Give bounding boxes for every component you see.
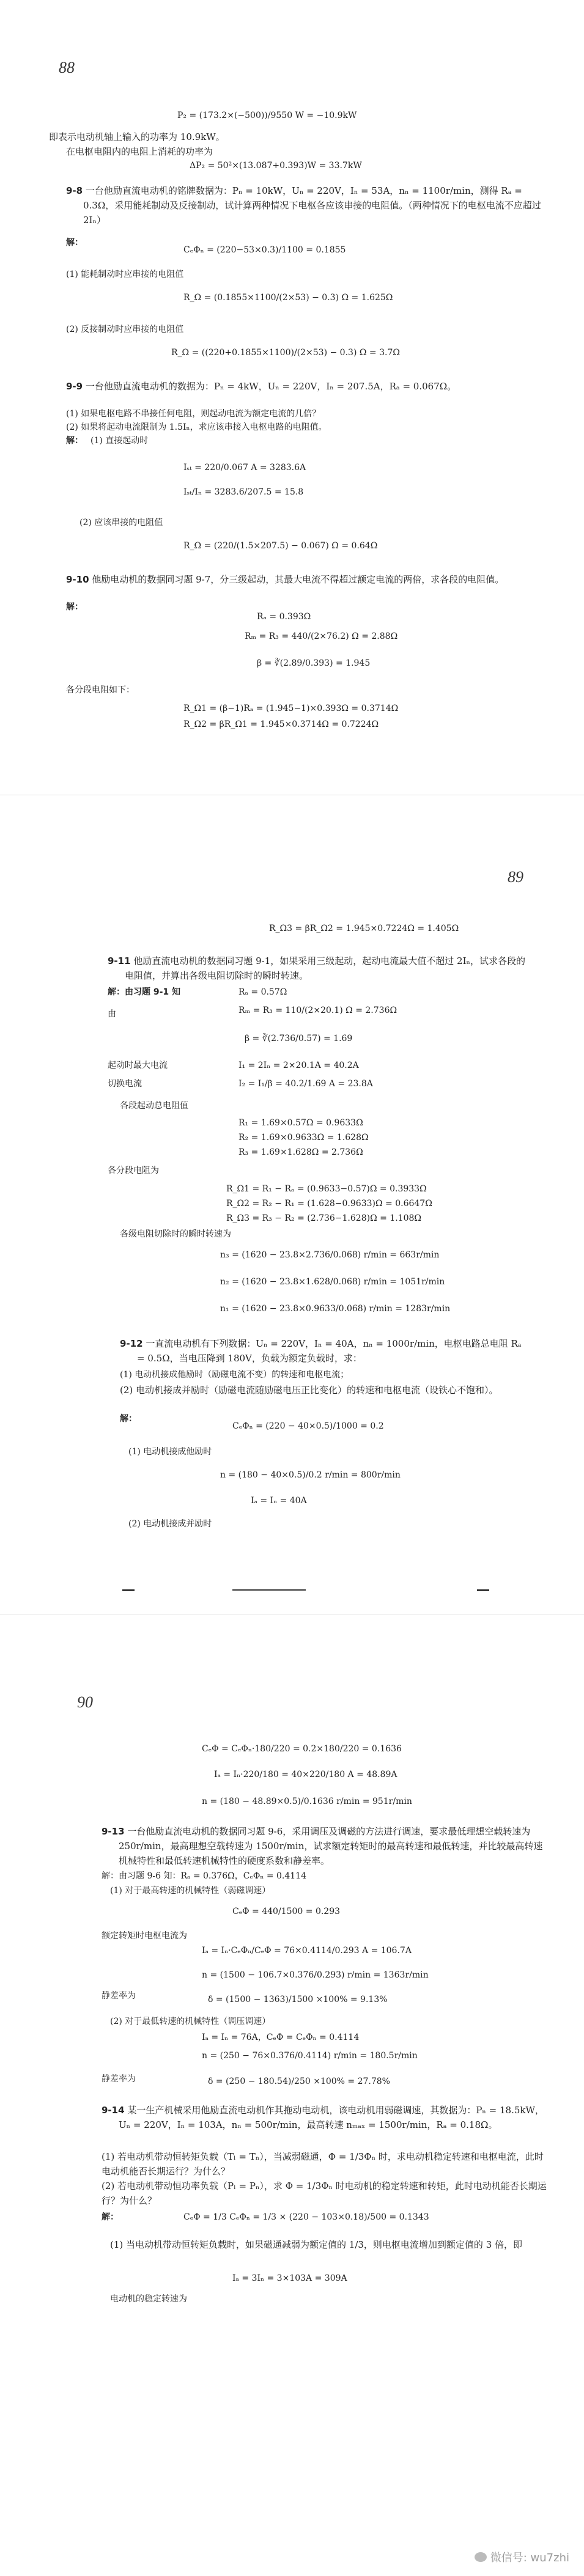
equation: Iₐ = 3Iₙ = 3×103A = 309A [232, 2273, 347, 2283]
equation: Iₛₜ = 220/0.067 A = 3283.6A [183, 463, 306, 473]
page-break-mark [477, 1589, 489, 1591]
paragraph: 各级电阻切除时的瞬时转速为 [120, 1229, 231, 1239]
equation: Iₐ = Iₙ = 76A，CₑΦ = CₑΦₙ = 0.4114 [202, 2033, 360, 2042]
solution-label: 解： [66, 238, 83, 248]
equation: I₂ = I₁/β = 40.2/1.69 A = 23.8A [238, 1079, 373, 1089]
equation: ΔP₂ = 50²×(13.087+0.393)W = 33.7kW [190, 161, 362, 171]
equation: R_Ω = (220/(1.5×207.5) − 0.067) Ω = 0.64Ω [183, 541, 378, 551]
step-label: (2) 电动机接成并励时 [128, 1519, 212, 1529]
problem-text: 一直流电动机有下列数据：Uₙ = 220V，Iₙ = 40A，nₙ = 1000r/min，电枢电路总电阻 Rₐ = 0.5Ω，当电压降到 180V，负载为额定负载时，求： [137, 1338, 522, 1364]
step-label: (2) 应该串接的电阻值 [79, 518, 163, 528]
equation: n₂ = (1620 − 23.8×1.628/0.068) r/min = 1051r/min [220, 1277, 445, 1287]
equation: Iₐ = Iₙ·CₑΦₙ/CₑΦ = 76×0.4114/0.293 A = 106.7A [202, 1946, 412, 1956]
solution-label: 解： [66, 436, 83, 446]
equation: CₑΦₙ = (220−53×0.3)/1100 = 0.1855 [183, 245, 346, 255]
problem-number: 9-8 [66, 185, 83, 196]
equation: R_Ω2 = R₂ − R₁ = (1.628−0.9633)Ω = 0.6647Ω [226, 1199, 432, 1209]
problem-9-9 [66, 379, 541, 394]
equation: I₁ = 2Iₙ = 2×20.1A = 40.2A [238, 1061, 359, 1070]
equation: R_Ω = (0.1855×1100/(2×53) − 0.3) Ω = 1.625Ω [183, 293, 393, 303]
equation: Iₐ = Iₙ·220/180 = 40×220/180 A = 48.89A [214, 1770, 397, 1779]
question: (1) 电动机接成他励时（励磁电流不变）的转速和电枢电流； [120, 1370, 349, 1380]
equation: R_Ω1 = (β−1)Rₐ = (1.945−1)×0.393Ω = 0.3714Ω [183, 704, 399, 713]
label: 静差率为 [102, 1991, 136, 2001]
equation: R_Ω2 = βR_Ω1 = 1.945×0.3714Ω = 0.7224Ω [183, 719, 379, 729]
equation: n₁ = (1620 − 23.8×0.9633/0.068) r/min = 1283r/min [220, 1304, 451, 1314]
solution-label: 解： [102, 2212, 119, 2222]
problem-9-11 [108, 954, 529, 983]
equation: Rₐ = 0.393Ω [257, 612, 311, 622]
step-label: (1) 直接起动时 [91, 436, 149, 446]
problem-text: 他励电动机的数据同习题 9-7，分三级起动，其最大电流不得超过额定电流的两倍，求各段的电阻值。 [92, 574, 505, 585]
problem-9-8 [66, 183, 541, 227]
solution-label: 解：由习题 9-6 知：Rₐ = 0.376Ω，CₑΦₙ = 0.4114 [102, 1871, 306, 1881]
equation: Rₘ = R₃ = 110/(2×20.1) Ω = 2.736Ω [238, 1006, 397, 1015]
equation: β = ∛(2.89/0.393) = 1.945 [257, 658, 371, 668]
paragraph: 电动机的稳定转速为 [110, 2294, 187, 2304]
problem-number: 9-14 [102, 2105, 125, 2116]
step-label: (1) 对于最高转速的机械特性（弱磁调速） [110, 1886, 271, 1896]
page-number: 89 [508, 868, 523, 886]
equation: CₑΦ = CₑΦₙ·180/220 = 0.2×180/220 = 0.1636 [202, 1744, 402, 1754]
page-break-mark [232, 1589, 306, 1591]
problem-number: 9-9 [66, 381, 83, 392]
question: (1) 若电动机带动恒转矩负载（Tₗ = Tₙ），当减弱磁通，Φ = 1/3Φₙ 时，求电动机稳定转速和电枢电流，此时电动机能否长期运行？为什么？ [102, 2151, 544, 2177]
paragraph: 额定转矩时电枢电流为 [102, 1931, 187, 1941]
step-label: (1) 当电动机带动恒转矩负载时，如果磁通减弱为额定值的 1/3，则电枢电流增加到额定值的 3 倍，即 [110, 2239, 523, 2250]
problem-9-10 [66, 572, 541, 587]
watermark-text: 微信号: wu7zhi [490, 2552, 569, 2564]
equation: n = (1500 − 106.7×0.376/0.293) r/min = 1363r/min [202, 1970, 429, 1980]
label: 切换电流 [108, 1079, 142, 1089]
step-label: (1) 电动机接成他励时 [128, 1447, 212, 1457]
step-label: (2) 对于最低转速的机械特性（调压调速） [110, 2017, 271, 2026]
question: (2) 若电动机带动恒功率负载（Pₗ = Pₙ），求 Φ = 1/3Φₙ 时电动机的稳定转速和转矩，此时电动机能否长期运行？为什么？ [102, 2180, 547, 2206]
equation: Rₘ = R₃ = 440/(2×76.2) Ω = 2.88Ω [245, 631, 398, 641]
step-label: (2) 反接制动时应串接的电阻值 [66, 325, 184, 334]
problem-number: 9-12 [120, 1338, 143, 1349]
paragraph: 各分段电阻如下： [66, 685, 135, 695]
equation: Iₛₜ/Iₙ = 3283.6/207.5 = 15.8 [183, 487, 304, 497]
question: (1) 如果电枢电路不串接任何电阻，则起动电流为额定电流的几倍？ [66, 409, 321, 419]
equation: R₃ = 1.69×1.628Ω = 2.736Ω [238, 1147, 363, 1157]
equation: CₑΦ = 440/1500 = 0.293 [232, 1907, 341, 1916]
page-number: 88 [59, 59, 75, 76]
problem-9-14 [102, 2103, 547, 2132]
problem-number: 9-10 [66, 574, 89, 585]
question: (2) 电动机接成并励时（励磁电流随励磁电压正比变化）的转速和电枢电流（设铁心不饱和）。 [120, 1385, 498, 1396]
equation: R₂ = 1.69×0.9633Ω = 1.628Ω [238, 1133, 369, 1143]
equation: n = (180 − 48.89×0.5)/0.1636 r/min = 951r/min [202, 1797, 412, 1806]
equation: R_Ω = ((220+0.1855×1100)/(2×53) − 0.3) Ω = 3.7Ω [171, 348, 400, 358]
label: 由 [108, 1009, 116, 1019]
paragraph: 各段起动总电阻值 [120, 1101, 188, 1111]
paragraph: 在电枢电阻内的电阻上消耗的功率为 [66, 146, 213, 157]
problem-9-13 [102, 1824, 547, 1868]
equation: β = ∛(2.736/0.57) = 1.69 [245, 1034, 353, 1043]
problem-text: 一台他励直流电动机的数据为：Pₙ = 4kW，Uₙ = 220V，Iₙ = 207.5A，Rₐ = 0.067Ω。 [85, 381, 457, 392]
equation: R_Ω1 = R₁ − Rₐ = (0.9633−0.57)Ω = 0.3933Ω [226, 1184, 427, 1194]
problem-text: 某一生产机械采用他励直流电动机作其拖动电动机，该电动机用弱磁调速，其数据为：Pₙ = 18.5kW，Uₙ = 220V，Iₙ = 103A，nₙ = 500r/min，最高转速 nₘₐₓ = 1500r/min，Rₐ = 0.18Ω。 [119, 2105, 544, 2130]
page-number: 90 [77, 1693, 93, 1711]
problem-number: 9-13 [102, 1826, 125, 1837]
problem-text: 一台他励直流电动机的铭牌数据为：Pₙ = 10kW，Uₙ = 220V，Iₙ = 53A，nₙ = 1100r/min，测得 Rₐ = 0.3Ω，采用能耗制动及反接制动，试计算两种情况下电枢各应该串接的电阻值。（两种情况下的电枢电流不应超过 2Iₙ） [83, 185, 541, 226]
equation: R_Ω3 = βR_Ω2 = 1.945×0.7224Ω = 1.405Ω [269, 924, 459, 933]
watermark [475, 2549, 569, 2565]
equation: R_Ω3 = R₃ − R₂ = (2.736−1.628)Ω = 1.108Ω [226, 1213, 421, 1223]
solution-label: 解：由习题 9-1 知 [108, 987, 181, 997]
paragraph: 各分段电阻为 [108, 1166, 159, 1176]
label: 静差率为 [102, 2074, 136, 2084]
equation: CₑΦ = 1/3 CₑΦₙ = 1/3 × (220 − 103×0.18)/500 = 0.1343 [183, 2212, 429, 2222]
solution-label: 解： [66, 602, 83, 612]
paragraph: 即表示电动机轴上输入的功率为 10.9kW。 [49, 131, 225, 142]
problem-9-12 [120, 1336, 529, 1366]
solution-label: 解： [120, 1414, 137, 1424]
problem-number: 9-11 [108, 955, 131, 966]
equation: P₂ = (173.2×(−500))/9550 W = −10.9kW [177, 111, 357, 120]
equation: δ = (250 − 180.54)/250 ×100% = 27.78% [208, 2077, 390, 2086]
problem-text: 他励直流电动机的数据同习题 9-1，如果采用三级起动，起动电流最大值不超过 2Iₙ，试求各段的电阻值，并算出各级电阻切除时的瞬时转速。 [125, 955, 525, 981]
equation: n₃ = (1620 − 23.8×2.736/0.068) r/min = 663r/min [220, 1250, 440, 1260]
page-break-mark [122, 1589, 135, 1591]
equation: Iₐ = Iₙ = 40A [251, 1496, 307, 1506]
step-label: (1) 能耗制动时应串接的电阻值 [66, 270, 184, 279]
equation: R₁ = 1.69×0.57Ω = 0.9633Ω [238, 1118, 363, 1128]
equation: δ = (1500 − 1363)/1500 ×100% = 9.13% [208, 1995, 388, 2004]
equation: n = (250 − 76×0.376/0.4114) r/min = 180.5r/min [202, 2051, 418, 2061]
equation: CₑΦₙ = (220 − 40×0.5)/1000 = 0.2 [232, 1421, 384, 1431]
label: 起动时最大电流 [108, 1061, 168, 1070]
equation: Rₐ = 0.57Ω [238, 987, 287, 997]
question: (2) 如果将起动电流限制为 1.5Iₙ，求应该串接入电枢电路的电阻值。 [66, 422, 327, 432]
wechat-icon [475, 2552, 487, 2562]
problem-text: 一台他励直流电动机的数据同习题 9-6，采用调压及调磁的方法进行调速，要求最低理想空载转速为 250r/min，最高理想空载转速为 1500r/min，试求额定转矩时的最高转速和最低转速，并比较最高转速机械特性和最低转速机械特性的硬度系数和静差率。 [119, 1826, 543, 1866]
equation: n = (180 − 40×0.5)/0.2 r/min = 800r/min [220, 1470, 401, 1480]
